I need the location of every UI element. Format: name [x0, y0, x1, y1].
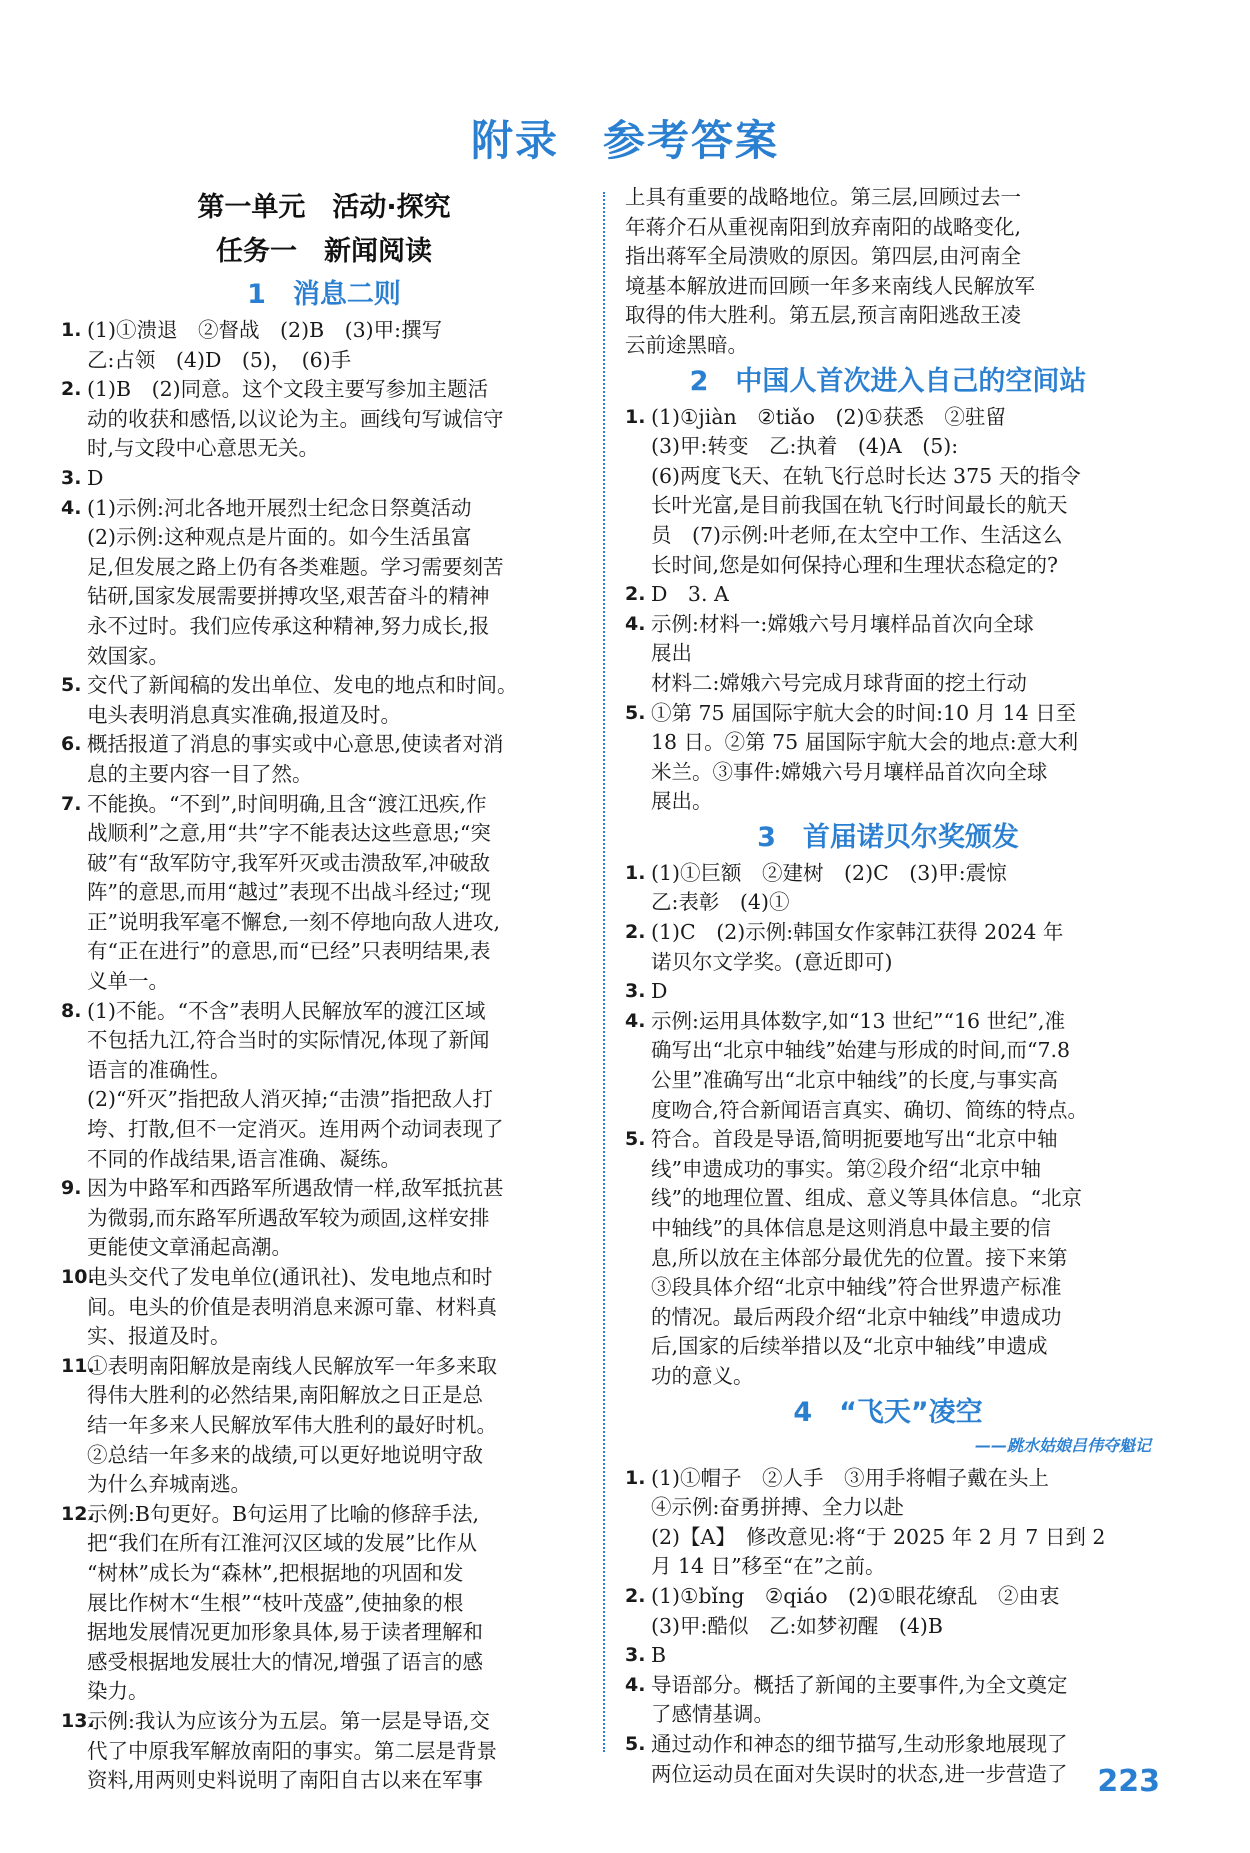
answer-line: 战顺利”之意,用“共”字不能表达这些意思;“突: [87, 821, 491, 846]
answer-line: (1)①bǐng ②qiáo (2)①眼花缭乱 ②由衷: [651, 1583, 1060, 1608]
answer-line: 长时间,您是如何保持心理和生理状态稳定的?: [651, 552, 1059, 577]
answer-item: [625, 977, 1151, 1007]
answer-line: (2)示例:这种观点是片面的。如今生活虽富: [87, 525, 472, 550]
answer-line: 有“正在进行”的意思,而“已经”只表明结果,表: [87, 939, 491, 964]
answer-line: 息的主要内容一目了然。: [87, 761, 313, 786]
answer-line: 乙:表彰 (4)①: [651, 890, 790, 915]
answer-line: 得伟大胜利的必然结果,南阳解放之日正是总: [87, 1383, 484, 1408]
answer-line: ③段具体介绍“北京中轴线”符合世界遗产标准: [651, 1275, 1062, 1300]
answer-line: 员 (7)示例:叶老师,在太空中工作、生活这么: [651, 522, 1063, 547]
answer-line: 息,所以放在主体部分最优先的位置。接下来第: [651, 1245, 1068, 1270]
answer-number: 9.: [61, 1177, 82, 1200]
answer-line: 结一年多来人民解放军伟大胜利的最好时机。: [87, 1412, 497, 1437]
answer-line: 云前途黑暗。: [625, 332, 748, 357]
answer-number: 8.: [61, 999, 82, 1022]
answer-item: [61, 730, 587, 789]
answer-number: 4.: [625, 1009, 646, 1032]
answer-line: (1)①溃退 ②督战 (2)B (3)甲:撰写: [87, 318, 443, 342]
answer-line: 展出: [651, 641, 692, 666]
answer-item: [61, 464, 587, 494]
section-heading: 1 消息二则: [247, 279, 401, 310]
answer-line: 间。电头的价值是表明消息来源可靠、材料真: [87, 1294, 497, 1319]
answer-number: 1.: [625, 405, 646, 428]
answer-line: ②总结一年多来的战绩,可以更好地说明守敌: [87, 1442, 484, 1467]
answer-number: 3.: [625, 980, 646, 1003]
answer-line: (6)两度飞天、在轨飞行总时长达 375 天的指令: [651, 463, 1081, 488]
page-number: 223: [1097, 1764, 1160, 1799]
answer-item: [61, 316, 587, 375]
answer-line: 把“我们在所有江淮河汉区域的发展”比作从: [87, 1531, 477, 1556]
answer-line: 语言的准确性。: [87, 1057, 231, 1082]
answer-line: (3)甲:酷似 乙:如梦初醒 (4)B: [651, 1613, 943, 1638]
answer-item: [625, 1671, 1151, 1730]
answer-line: 展出。: [651, 789, 713, 814]
section-subtitle: ——跳水姑娘吕伟夺魁记: [974, 1435, 1151, 1455]
answer-line: 不能换。“不到”,时间明确,且含“渡江迅疾,作: [87, 791, 487, 816]
left-column: [61, 186, 587, 1796]
answer-number: 5.: [625, 1128, 646, 1151]
answer-line: 感受根据地发展壮大的情况,增强了语言的感: [87, 1649, 484, 1674]
right-column: [625, 183, 1151, 1789]
answer-line: 实、报道及时。: [87, 1324, 231, 1349]
answer-line: 据地发展情况更加形象具体,易于读者理解和: [87, 1620, 484, 1645]
answer-number: 2.: [625, 921, 646, 944]
answer-line: ①表明南阳解放是南线人民解放军一年多来取: [87, 1353, 497, 1378]
answer-line: (1)B (2)同意。这个文段主要写参加主题活: [87, 377, 489, 402]
answer-line: (1)①jiàn ②tiǎo (2)①获悉 ②驻留: [651, 404, 1006, 429]
answer-item: [61, 997, 587, 1175]
answer-line: 年蒋介石从重视南阳到放弃南阳的战略变化,: [625, 214, 1022, 239]
answer-item: [61, 1500, 587, 1707]
answer-number: 4.: [625, 1673, 646, 1696]
answer-continuation: [625, 183, 1151, 361]
section-heading: 4 “飞天”凌空: [793, 1396, 983, 1428]
answer-line: 取得的伟大胜利。第五层,预言南阳逃敌王凌: [625, 303, 1022, 328]
answer-line: 后,国家的后续举措以及“北京中轴线”申遗成: [651, 1334, 1048, 1359]
answer-line: 正”说明我军毫不懈怠,一刻不停地向敌人进攻,: [87, 909, 501, 934]
answer-number: 1.: [61, 319, 82, 341]
answer-number: 4.: [61, 496, 82, 519]
task-title: 任务一 新闻阅读: [216, 236, 432, 267]
answer-item: [625, 918, 1151, 977]
answer-line: D: [87, 465, 104, 490]
answer-number: 2.: [61, 378, 82, 401]
answer-number: 5.: [625, 1732, 646, 1755]
answer-line: 阵”的意思,而用“越过”表现不出战斗经过;“现: [87, 880, 491, 905]
answer-line: 两位运动员在面对失误时的状态,进一步营造了: [651, 1761, 1068, 1786]
answer-line: 示例:材料一:嫦娥六号月壤样品首次向全球: [651, 611, 1034, 636]
answer-line: 米兰。③事件:嫦娥六号月壤样品首次向全球: [651, 759, 1048, 784]
unit-title: 第一单元 活动·探究: [197, 192, 451, 223]
answer-item: [625, 1582, 1151, 1641]
answer-line: 代了中原我军解放南阳的事实。第二层是背景: [87, 1738, 497, 1763]
answer-item: [625, 1464, 1151, 1582]
answer-line: 垮、打散,但不一定消灭。连用两个动词表现了: [87, 1117, 504, 1142]
answer-line: 月 14 日”移至“在”之前。: [651, 1554, 886, 1579]
answer-number: 2.: [625, 583, 646, 606]
answer-line: 展比作树木“生根”“枝叶茂盛”,使抽象的根: [87, 1590, 464, 1615]
answer-item: [625, 610, 1151, 699]
column-divider: [603, 192, 605, 1752]
answer-line: (1)①帽子 ②人手 ③用手将帽子戴在头上: [651, 1465, 1050, 1490]
answer-line: (2)【A】 修改意见:将“于 2025 年 2 月 7 日到 2: [651, 1524, 1106, 1549]
answer-line: 诺贝尔文学奖。(意近即可): [651, 949, 893, 974]
answer-item: [61, 494, 587, 672]
answer-line: 时,与文段中心意思无关。: [87, 436, 320, 461]
answer-number: 5.: [61, 674, 82, 697]
answer-line: 示例:运用具体数字,如“13 世纪”“16 世纪”,准: [651, 1008, 1066, 1033]
answer-line: 了感情基调。: [651, 1702, 774, 1727]
answer-number: 1.: [625, 1466, 646, 1489]
answer-line: 乙:占领 (4)D (5)， (6)手: [87, 347, 352, 372]
answer-line: (3)甲:转变 乙:执着 (4)A (5):: [651, 434, 959, 459]
answer-line: 效国家。: [87, 643, 169, 668]
answer-line: 符合。首段是导语,简明扼要地写出“北京中轴: [651, 1127, 1058, 1152]
answer-item: [625, 1007, 1151, 1125]
answer-line: 因为中路军和西路军所遇敌情一样,敌军抵抗甚: [87, 1176, 504, 1201]
answer-line: 破”有“敌军防守,我军歼灭或击溃敌军,冲破敌: [87, 850, 490, 875]
answer-line: 功的意义。: [651, 1363, 754, 1388]
answer-item: [625, 859, 1151, 918]
answer-number: 7.: [61, 792, 82, 815]
answer-line: 染力。: [87, 1679, 149, 1704]
answer-line: 不包括九江,符合当时的实际情况,体现了新闻: [87, 1028, 490, 1053]
answer-item: [61, 1352, 587, 1500]
answer-line: 示例:B句更好。B句运用了比喻的修辞手法,: [87, 1501, 480, 1526]
answer-line: 确写出“北京中轴线”始建与形成的时间,而“7.8: [651, 1038, 1071, 1063]
answer-line: 不同的作战结果,语言准确、凝练。: [87, 1146, 402, 1171]
answer-item: [61, 671, 587, 730]
answer-number: 13.: [61, 1709, 95, 1732]
page-title: 附录 参考答案: [470, 116, 779, 165]
section-heading: 3 首届诺贝尔奖颁发: [757, 821, 1019, 853]
answer-line: 材料二:嫦娥六号完成月球背面的挖土行动: [651, 670, 1027, 695]
answer-line: 长叶光富,是目前我国在轨飞行时间最长的航天: [651, 493, 1068, 518]
answer-line: 线”申遗成功的事实。第②段介绍“北京中轴: [651, 1156, 1041, 1181]
answer-item: [625, 1125, 1151, 1391]
answer-line: ①第 75 届国际宇航大会的时间:10 月 14 日至: [651, 700, 1077, 725]
answer-item: [625, 403, 1151, 581]
answer-line: 度吻合,符合新闻语言真实、确切、简练的特点。: [651, 1097, 1089, 1122]
answer-line: 的情况。最后两段介绍“北京中轴线”申遗成功: [651, 1304, 1062, 1329]
answer-item: [625, 699, 1151, 817]
answer-line: 电头表明消息真实准确,报道及时。: [87, 702, 402, 727]
answer-line: (1)示例:河北各地开展烈士纪念日祭奠活动: [87, 495, 472, 520]
answer-line: 钻研,国家发展需要拼搏攻坚,艰苦奋斗的精神: [87, 584, 490, 609]
answer-line: 通过动作和神态的细节描写,生动形象地展现了: [651, 1731, 1068, 1756]
answer-item: [61, 1263, 587, 1352]
answer-number: 11.: [61, 1354, 95, 1377]
answer-line: ④示例:奋勇拼搏、全力以赴: [651, 1495, 904, 1520]
answer-line: 导语部分。概括了新闻的主要事件,为全文奠定: [651, 1672, 1068, 1697]
answer-line: 示例:我认为应该分为五层。第一层是导语,交: [87, 1708, 490, 1733]
answer-item: [61, 375, 587, 464]
answer-item: [61, 1174, 587, 1263]
answer-number: 5.: [625, 701, 646, 724]
answer-line: 资料,用两则史料说明了南阳自古以来在军事: [87, 1768, 484, 1793]
answer-line: 概括报道了消息的事实或中心意思,使读者对消: [87, 732, 504, 757]
answer-line: (2)“歼灭”指把敌人消灭掉;“击溃”指把敌人打: [87, 1087, 493, 1112]
answer-line: 为什么弃城南逃。: [87, 1472, 251, 1497]
answer-number: 4.: [625, 612, 646, 635]
answer-line: (1)不能。“不含”表明人民解放军的渡江区域: [87, 998, 486, 1023]
answer-line: 电头交代了发电单位(通讯社)、发电地点和时: [87, 1265, 493, 1289]
answer-line: 上具有重要的战略地位。第三层,回顾过去一: [625, 185, 1022, 209]
answer-line: 动的收获和感悟,以议论为主。画线句写诚信守: [87, 406, 504, 431]
answer-number: 3.: [625, 1644, 646, 1667]
answer-line: 为微弱,而东路军所遇敌军较为顽固,这样安排: [87, 1205, 490, 1230]
answer-line: 境基本解放进而回顾一年多来南线人民解放军: [625, 273, 1035, 298]
answer-line: 18 日。②第 75 届国际宇航大会的地点:意大利: [651, 730, 1079, 755]
left-column-content: [61, 274, 587, 1796]
answer-line: 永不过时。我们应传承这种精神,努力成长,报: [87, 613, 490, 638]
answer-line: (1)①巨额 ②建树 (2)C (3)甲:震惊: [651, 860, 1007, 885]
answer-line: 中轴线”的具体信息是这则消息中最主要的信: [651, 1216, 1051, 1240]
answer-line: D 3. A: [651, 582, 729, 607]
answer-line: 足,但发展之路上仍有各类难题。学习需要刻苦: [87, 554, 504, 579]
answer-number: 10.: [61, 1266, 95, 1288]
answer-line: 义单一。: [87, 969, 169, 994]
answer-line: (1)C (2)示例:韩国女作家韩江获得 2024 年: [651, 920, 1064, 945]
answer-line: D: [651, 979, 668, 1004]
section-heading: 2 中国人首次进入自己的空间站: [689, 365, 1087, 397]
answer-item: [61, 1707, 587, 1796]
answer-number: 3.: [61, 466, 82, 489]
answer-line: “树林”成长为“森林”,把根据地的巩固和发: [87, 1560, 464, 1585]
answer-item: [625, 1641, 1151, 1671]
answer-item: [61, 790, 587, 997]
answer-line: 指出蒋军全局溃败的原因。第四层,由河南全: [625, 244, 1022, 269]
answer-item: [625, 1730, 1151, 1789]
answer-number: 2.: [625, 1584, 646, 1607]
answer-line: 交代了新闻稿的发出单位、发电的地点和时间。: [87, 673, 518, 698]
answer-line: 线”的地理位置、组成、意义等具体信息。“北京: [651, 1186, 1082, 1211]
answer-line: 公里”准确写出“北京中轴线”的长度,与事实高: [651, 1068, 1058, 1093]
answer-line: 更能使文章涌起高潮。: [87, 1235, 292, 1260]
answer-item: [625, 580, 1151, 610]
answer-number: 12.: [61, 1502, 95, 1525]
answer-line: B: [651, 1643, 667, 1668]
answer-number: 6.: [61, 733, 82, 756]
answer-number: 1.: [625, 861, 646, 884]
right-column-content: [625, 183, 1151, 1789]
